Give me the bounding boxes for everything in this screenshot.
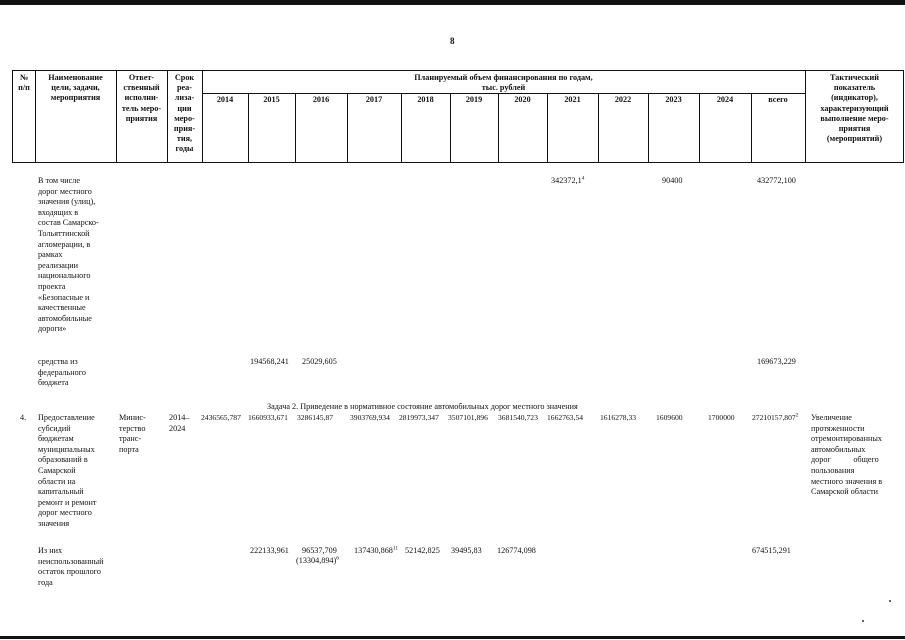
year-2022: 2022 <box>614 95 632 104</box>
financing-title-2: тыс. рублей <box>481 83 526 93</box>
header-name-3: мероприятия <box>50 93 101 103</box>
header-resp-2: ственный <box>123 83 160 93</box>
header-resp-4: тель меро- <box>121 103 162 113</box>
item4-ind-line: местного значения в <box>811 476 883 486</box>
item4-name-line: Предоставление <box>38 413 95 422</box>
item4-ind-line: пользования <box>811 465 855 475</box>
roads-name-line: агломерации, в <box>38 239 91 249</box>
ofwhich-2017-footnote: 11 <box>392 545 399 552</box>
table-header <box>12 70 904 163</box>
row-roads-name <box>38 176 99 335</box>
item4-2022: 1616278,33 <box>600 413 637 422</box>
roads-name-line: состав Самарско- <box>38 218 99 228</box>
ofwhich-2020: 126774,098 <box>497 546 536 555</box>
item4-resp-line: терство <box>119 423 146 433</box>
item4-2021: 1662763,54 <box>547 413 584 422</box>
roads-name-line: реализации <box>38 260 79 270</box>
indicator-h-4: характеризующий <box>820 103 889 113</box>
header-resp-1: Ответ- <box>128 73 155 82</box>
header-resp-3: исполни- <box>124 93 159 103</box>
item4-name-line: субсидий <box>38 423 71 433</box>
roads-name-line: значения (улиц), <box>38 197 96 207</box>
roads-name-line: «Безопасные и <box>38 292 90 302</box>
year-2014: 2014 <box>216 95 234 104</box>
item4-2020: 3681540,723 <box>498 413 538 422</box>
ofwhich-2017 <box>354 546 398 557</box>
indicator-h-1: Тактический <box>830 73 879 82</box>
year-2015: 2015 <box>263 95 280 104</box>
scan-speck <box>862 620 864 622</box>
item4-name-line: муниципальных <box>38 444 95 454</box>
item4-ind-line: отремонтированных <box>811 434 882 444</box>
page-number: 8 <box>450 36 455 46</box>
roads-name-line: рамках <box>38 250 63 260</box>
roads-name-line: В том числе <box>38 176 80 185</box>
row-ofwhich-name <box>38 546 104 588</box>
item4-2015: 1660933,671 <box>248 413 288 422</box>
roads-name-line: проекта <box>38 281 66 291</box>
top-border <box>0 0 905 5</box>
ofwhich-name-line: остаток прошлого <box>38 567 101 577</box>
year-2019: 2019 <box>465 95 483 104</box>
ofwhich-2016-extra <box>296 556 339 567</box>
indicator-h-6: приятия <box>838 124 871 134</box>
item4-2018: 2819973,347 <box>399 413 439 422</box>
indicator-h-3: (индикатор), <box>831 93 878 103</box>
item4-indicator <box>811 413 882 498</box>
year-2018: 2018 <box>417 95 434 104</box>
header-term-5: меро- <box>174 113 195 123</box>
item4-total <box>752 413 798 424</box>
roads-2021 <box>551 176 584 187</box>
item4-ind-line: автомобильных <box>811 444 866 454</box>
item4-term-line: 2014– <box>169 413 190 422</box>
ofwhich-2016-extra-footnote: 6 <box>336 555 339 562</box>
indicator-h-2: показатель <box>833 83 876 93</box>
item4-2016: 3286145,87 <box>297 413 334 422</box>
item4-name <box>38 413 96 530</box>
item4-term-line: 2024 <box>169 423 186 433</box>
federal-total: 169673,229 <box>757 357 796 366</box>
indicator-h-5: выполнение меро- <box>820 113 889 123</box>
federal-2016: 25029,605 <box>302 357 337 366</box>
year-2023: 2023 <box>665 95 682 104</box>
header-num-1: № <box>19 73 29 82</box>
item4-name-line: области на <box>38 476 76 486</box>
item4-resp-line: порта <box>119 444 139 454</box>
bottom-border <box>0 636 905 639</box>
roads-2023: 90400 <box>662 176 683 185</box>
federal-name-line: федерального <box>38 367 86 377</box>
item4-name-line: бюджетам <box>38 434 74 444</box>
header-term-7: тия, <box>176 134 193 144</box>
row-federal-name <box>38 357 86 389</box>
ofwhich-name-line: неиспользованный <box>38 556 104 566</box>
item4-name-line: ремонт и ремонт <box>38 497 97 507</box>
ofwhich-2016-extra-value: (13304,894) <box>296 556 337 565</box>
roads-2021-value: 342372,1 <box>551 176 582 185</box>
item4-name-line: капитальный <box>38 487 84 497</box>
federal-name-line: средства из <box>38 357 78 366</box>
header-num-2: п/п <box>18 83 30 93</box>
header-term-3: лиза- <box>174 93 195 103</box>
header-name-2: цели, задачи, <box>51 83 100 93</box>
federal-name-line: бюджета <box>38 378 69 388</box>
item4-name-line: образований в <box>38 455 88 465</box>
item4-ind-line: Увеличение <box>811 413 852 422</box>
item4-total-footnote: 2 <box>795 412 799 419</box>
ofwhich-2015: 222133,961 <box>250 546 289 555</box>
ofwhich-2018: 52142,825 <box>405 546 440 555</box>
item4-2014: 2436565,787 <box>201 413 241 422</box>
item4-ind-line: протяженности <box>811 423 865 433</box>
task-2-heading: Задача 2. Приведение в нормативное состояние автомобильных дорог местного значения <box>267 402 578 411</box>
year-2021: 2021 <box>564 95 581 104</box>
roads-name-line: дороги» <box>38 324 67 334</box>
year-2020: 2020 <box>514 95 531 104</box>
ofwhich-2017-value: 137430,868 <box>354 546 393 555</box>
ofwhich-2019: 39495,83 <box>451 546 482 555</box>
indicator-h-7: (мероприятий) <box>826 134 883 144</box>
item4-resp-line: Минис- <box>119 413 146 422</box>
roads-name-line: автомобильные <box>38 313 92 323</box>
scan-speck <box>889 600 891 602</box>
roads-name-line: национального <box>38 271 91 281</box>
roads-name-line: дорог местного <box>38 186 92 196</box>
roads-total: 432772,100 <box>757 176 796 185</box>
item4-name-line: дорог местного <box>38 508 92 518</box>
roads-name-line: Тольяттинской <box>38 228 90 238</box>
roads-2021-footnote: 4 <box>581 175 585 182</box>
item4-term <box>169 413 189 434</box>
item4-ind-line: Самарской области <box>811 487 879 497</box>
item4-2017: 3903769,934 <box>350 413 390 422</box>
header-resp-5: приятия <box>125 113 158 123</box>
financing-title-1: Планируемый объем финансирования по годам, <box>414 73 593 82</box>
federal-2015: 194568,241 <box>250 357 289 366</box>
ofwhich-2016: 96537,709 <box>302 546 337 555</box>
item4-2024: 1700000 <box>708 413 735 422</box>
item4-name-line: Самарской <box>38 465 76 475</box>
ofwhich-name-line: Из них <box>38 546 63 555</box>
item4-ind-line: дорог общего <box>811 455 879 465</box>
item4-name-line: значения <box>38 518 70 528</box>
roads-name-line: качественные <box>38 303 86 313</box>
header-term-8: годы <box>175 144 194 154</box>
header-term-2: реа- <box>176 83 192 93</box>
year-2016: 2016 <box>312 95 330 104</box>
item4-responsible <box>119 413 146 455</box>
year-2017: 2017 <box>365 95 383 104</box>
ofwhich-total: 674515,291 <box>752 546 791 555</box>
header-term-6: прия- <box>173 124 196 134</box>
year-2024: 2024 <box>716 95 734 104</box>
item4-num: 4. <box>20 413 27 422</box>
item4-resp-line: транс- <box>119 434 142 444</box>
header-term-1: Срок <box>174 73 195 82</box>
roads-name-line: входящих в <box>38 207 79 217</box>
year-total: всего <box>768 95 788 104</box>
header-name-1: Наименование <box>48 73 103 82</box>
item4-total-value: 27210157,807 <box>752 413 796 422</box>
header-term-4: ции <box>177 103 192 113</box>
item4-2019: 3507101,896 <box>448 413 488 422</box>
item4-2023: 1609600 <box>656 413 683 422</box>
ofwhich-name-line: года <box>38 577 53 587</box>
